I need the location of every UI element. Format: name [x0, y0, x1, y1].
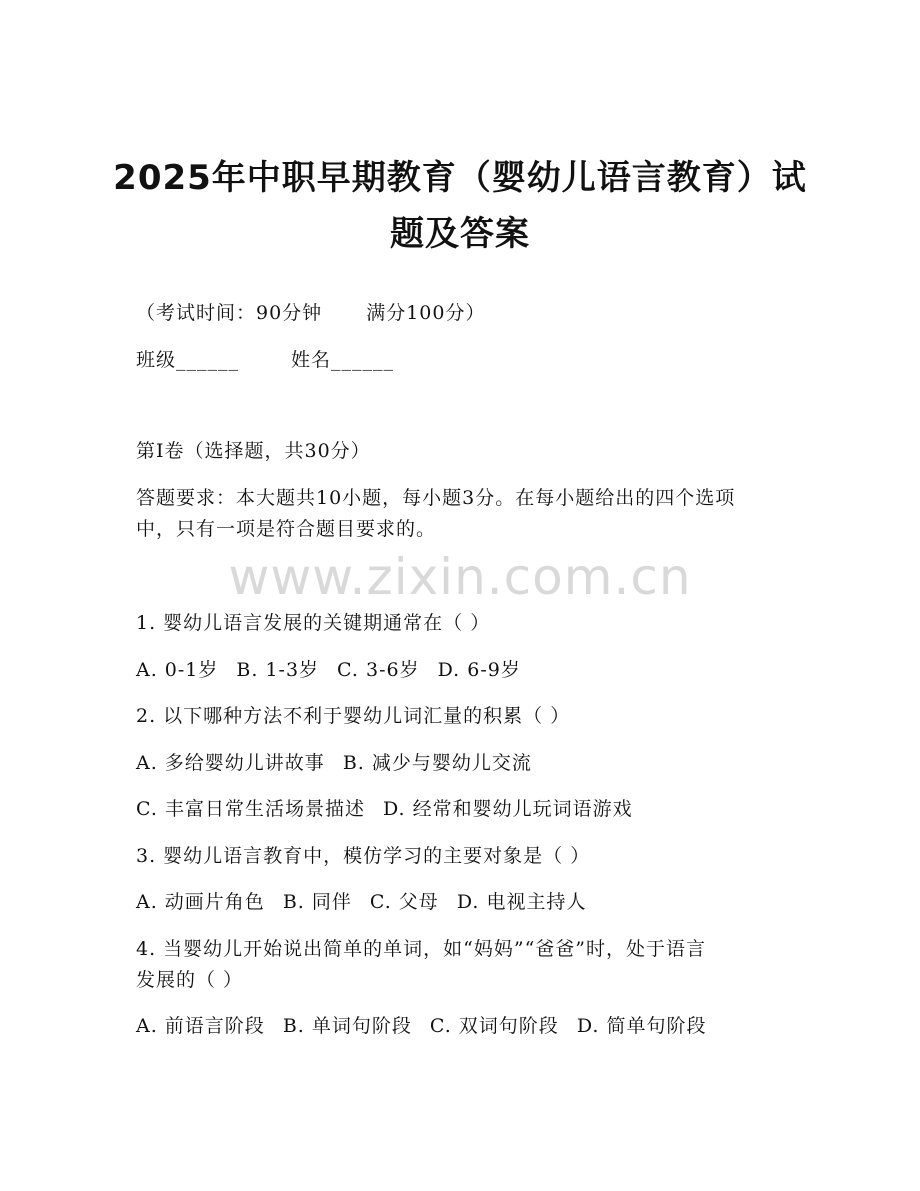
title-line-1: 2025年中职早期教育（婴幼儿语言教育）试 [113, 158, 807, 198]
exam-info [136, 299, 786, 328]
question-2-stem: 2. 以下哪种方法不利于婴幼儿词汇量的积累（ ） [136, 705, 571, 727]
question-4-options [136, 1012, 786, 1041]
question-3-option-b: B. 同伴 [282, 891, 352, 913]
question-2-option-c: C. 丰富日常生活场景描述 [136, 798, 365, 820]
question-1-option-c: C. 3-6岁 [337, 659, 420, 681]
question-1-stem: 1. 婴幼儿语言发展的关键期通常在（ ） [136, 612, 491, 634]
question-3-option-a: A. 动画片角色 [136, 891, 265, 913]
question-2-option-b: B. 减少与婴幼儿交流 [342, 752, 532, 774]
question-3-option-d: D. 电视主持人 [456, 891, 587, 913]
question-2-option-d: D. 经常和婴幼儿玩词语游戏 [382, 798, 633, 820]
question-4-option-b: B. 单词句阶段 [282, 1015, 412, 1037]
section-heading: 第Ⅰ卷（选择题，共30分） [136, 440, 371, 462]
question-3-option-c: C. 父母 [369, 891, 439, 913]
class-field: 班级______ [136, 349, 240, 371]
question-4-stem-line-2: 发展的（ ） [136, 969, 244, 991]
question-1-option-a: A. 0-1岁 [136, 659, 219, 681]
question-3-stem: 3. 婴幼儿语言教育中，模仿学习的主要对象是（ ） [136, 845, 591, 867]
exam-score: 满分100分） [366, 302, 486, 324]
student-info [136, 346, 786, 375]
question-2-options-line-1 [136, 749, 786, 778]
instructions-line-1: 答题要求：本大题共10小题，每小题3分。在每小题给出的四个选项 [136, 487, 736, 509]
watermark: www.zixin.com.cn [228, 548, 692, 606]
instructions-line-2: 中，只有一项是符合题目要求的。 [136, 518, 437, 540]
title-line-2: 题及答案 [390, 214, 530, 254]
question-4-option-c: C. 双词句阶段 [429, 1015, 559, 1037]
question-3-options [136, 888, 786, 917]
document-title [100, 150, 820, 262]
exam-time: （考试时间：90分钟 [136, 302, 323, 324]
name-field: 姓名______ [291, 349, 395, 371]
question-1-option-b: B. 1-3岁 [236, 659, 320, 681]
question-1-options [136, 656, 786, 685]
question-4-option-a: A. 前语言阶段 [136, 1015, 265, 1037]
question-4-option-d: D. 简单句阶段 [576, 1015, 707, 1037]
question-1-option-d: D. 6-9岁 [437, 659, 521, 681]
question-2-option-a: A. 多给婴幼儿讲故事 [136, 752, 325, 774]
question-2-options-line-2 [136, 795, 786, 824]
question-4-stem-line-1: 4. 当婴幼儿开始说出简单的单词，如“妈妈”“爸爸”时，处于语言 [136, 938, 707, 960]
